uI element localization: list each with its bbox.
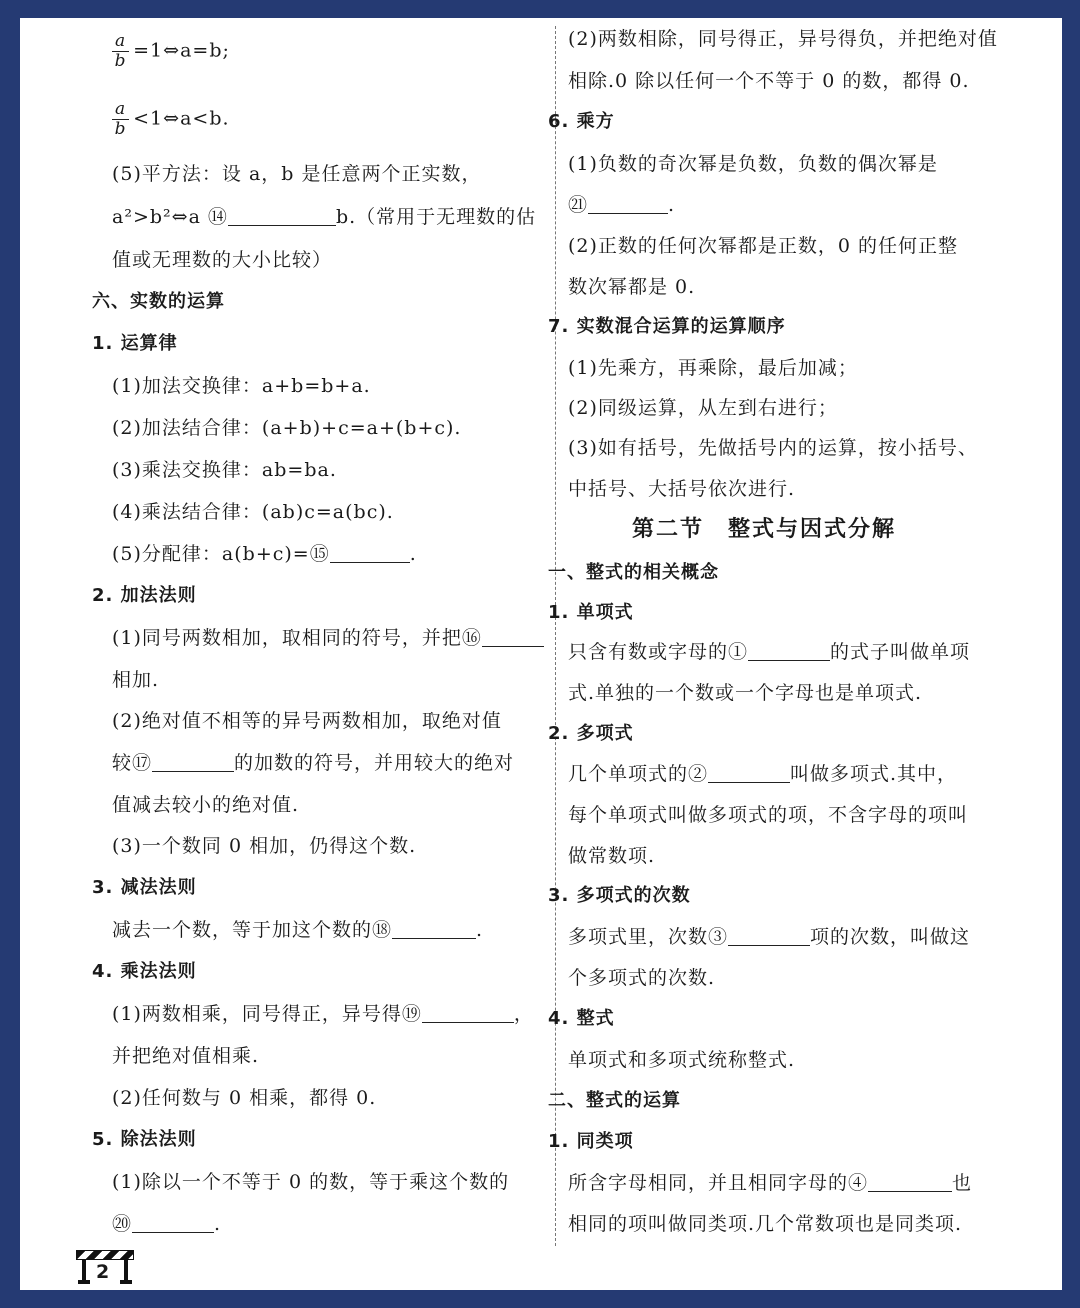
heading-real-number-operations: 六、实数的运算 <box>92 291 225 312</box>
order-line: (2)同级运算，从左到右进行； <box>568 397 838 419</box>
heading-addition-rules: 2. 加法法则 <box>92 585 197 606</box>
fill-blank-4[interactable] <box>868 1171 952 1192</box>
section-title: 第二节 整式与因式分解 <box>632 517 897 542</box>
like-terms-line: 所含字母相同，并且相同字母的④ 也 <box>568 1172 973 1194</box>
multiplication-rule-line: (2)任何数与 0 相乘，都得 0. <box>112 1087 377 1109</box>
heading-powers: 6. 乘方 <box>548 111 615 132</box>
square-method-line: (5)平方法：设 a，b 是任意两个正实数， <box>112 163 482 185</box>
polynomial-line: 几个单项式的② 叫做多项式.其中， <box>568 763 958 785</box>
division-rule-line: 相除.0 除以任何一个不等于 0 的数，都得 0. <box>568 70 970 92</box>
heading-operation-order: 7. 实数混合运算的运算顺序 <box>548 316 786 337</box>
integral-expression-line: 单项式和多项式统称整式. <box>568 1049 796 1071</box>
fraction-equal-line: $\frac{a}{b}$ =1⇔a=b; <box>112 32 230 71</box>
heading-like-terms: 1. 同类项 <box>548 1131 634 1152</box>
fill-blank-17[interactable] <box>152 751 234 772</box>
fraction-less-line: $\frac{a}{b}$ <1⇔a<b. <box>112 100 230 139</box>
fill-blank-2[interactable] <box>708 762 790 783</box>
heading-division-rules: 5. 除法法则 <box>92 1129 197 1150</box>
order-line: (3)如有括号，先做括号内的运算，按小括号、 <box>568 437 978 459</box>
order-line: (1)先乘方，再乘除，最后加减； <box>568 357 858 379</box>
subtraction-rule-line: 减去一个数，等于加这个数的⑱ . <box>112 919 484 941</box>
law-line: (2)加法结合律：(a+b)+c=a+(b+c). <box>112 417 462 439</box>
column-divider <box>555 26 556 1246</box>
addition-rule-line: 相加. <box>112 669 160 691</box>
addition-rule-line: 较⑰ 的加数的符号，并用较大的绝对 <box>112 752 515 774</box>
multiplication-rule-line: 并把绝对值相乘. <box>112 1045 260 1067</box>
power-rule-line: (2)正数的任何次幂都是正数，0 的任何正整 <box>568 235 959 257</box>
fraction: $\frac{a}{b}$ <box>112 32 129 71</box>
fill-blank-18[interactable] <box>392 918 476 939</box>
monomial-line: 只含有数或字母的① 的式子叫做单项 <box>568 641 971 663</box>
fill-blank-21[interactable] <box>588 193 668 214</box>
monomial-line: 式.单独的一个数或一个字母也是单项式. <box>568 682 923 704</box>
order-line: 中括号、大括号依次进行. <box>568 478 796 500</box>
heading-polynomial: 2. 多项式 <box>548 723 634 744</box>
fill-blank-20[interactable] <box>132 1212 214 1233</box>
page-number: 2 <box>96 1261 110 1283</box>
heading-polynomial-concepts: 一、整式的相关概念 <box>548 562 719 583</box>
heading-operation-laws: 1. 运算律 <box>92 333 178 354</box>
power-rule-line: ㉑ . <box>568 194 676 216</box>
polynomial-line: 做常数项. <box>568 845 656 867</box>
like-terms-line: 相同的项叫做同类项.几个常数项也是同类项. <box>568 1213 963 1235</box>
square-method-line-2: a²>b²⇔a ⑭ b.（常用于无理数的估 <box>112 206 537 228</box>
distributive-law-line: (5)分配律：a(b+c)=⑮ . <box>112 543 417 565</box>
heading-polynomial-degree: 3. 多项式的次数 <box>548 885 691 906</box>
heading-integral-expression: 4. 整式 <box>548 1008 615 1029</box>
fill-blank-1[interactable] <box>748 640 830 661</box>
polynomial-line: 每个单项式叫做多项式的项，不含字母的项叫 <box>568 804 969 826</box>
degree-line: 多项式里，次数③ 项的次数，叫做这 <box>568 926 971 948</box>
addition-rule-line: (2)绝对值不相等的异号两数相加，取绝对值 <box>112 710 502 732</box>
multiplication-rule-line: (1)两数相乘，同号得正，异号得⑲ ， <box>112 1003 534 1025</box>
division-rule-line: (1)除以一个不等于 0 的数，等于乘这个数的 <box>112 1171 510 1193</box>
heading-subtraction-rule: 3. 减法法则 <box>92 877 197 898</box>
heading-monomial: 1. 单项式 <box>548 602 634 623</box>
fill-blank-19[interactable] <box>422 1002 514 1023</box>
fill-blank-16[interactable] <box>482 626 544 647</box>
fill-blank-14[interactable] <box>228 205 336 226</box>
fraction: $\frac{a}{b}$ <box>112 100 129 139</box>
law-line: (3)乘法交换律：ab=ba. <box>112 459 337 481</box>
heading-polynomial-operations: 二、整式的运算 <box>548 1090 681 1111</box>
addition-rule-line: (1)同号两数相加，取相同的符号，并把⑯ <box>112 625 544 651</box>
fill-blank-3[interactable] <box>728 925 810 946</box>
power-rule-line: 数次幂都是 0. <box>568 276 696 298</box>
addition-rule-line: 值减去较小的绝对值. <box>112 794 300 816</box>
barrier-icon <box>76 1250 134 1260</box>
division-rule-line: ⑳ . <box>112 1213 222 1235</box>
law-line: (1)加法交换律：a+b=b+a. <box>112 375 371 397</box>
addition-rule-line: (3)一个数同 0 相加，仍得这个数. <box>112 835 417 857</box>
textbook-page <box>20 18 1062 1290</box>
heading-multiplication-rules: 4. 乘法法则 <box>92 961 197 982</box>
square-method-line-3: 值或无理数的大小比较） <box>112 249 333 271</box>
law-line: (4)乘法结合律：(ab)c=a(bc). <box>112 501 394 523</box>
power-rule-line: (1)负数的奇次幂是负数，负数的偶次幂是 <box>568 153 938 175</box>
degree-line: 个多项式的次数. <box>568 967 716 989</box>
division-rule-line: (2)两数相除，同号得正，异号得负，并把绝对值 <box>568 28 998 50</box>
fill-blank-15[interactable] <box>330 542 410 563</box>
page-number-badge <box>76 1250 134 1288</box>
